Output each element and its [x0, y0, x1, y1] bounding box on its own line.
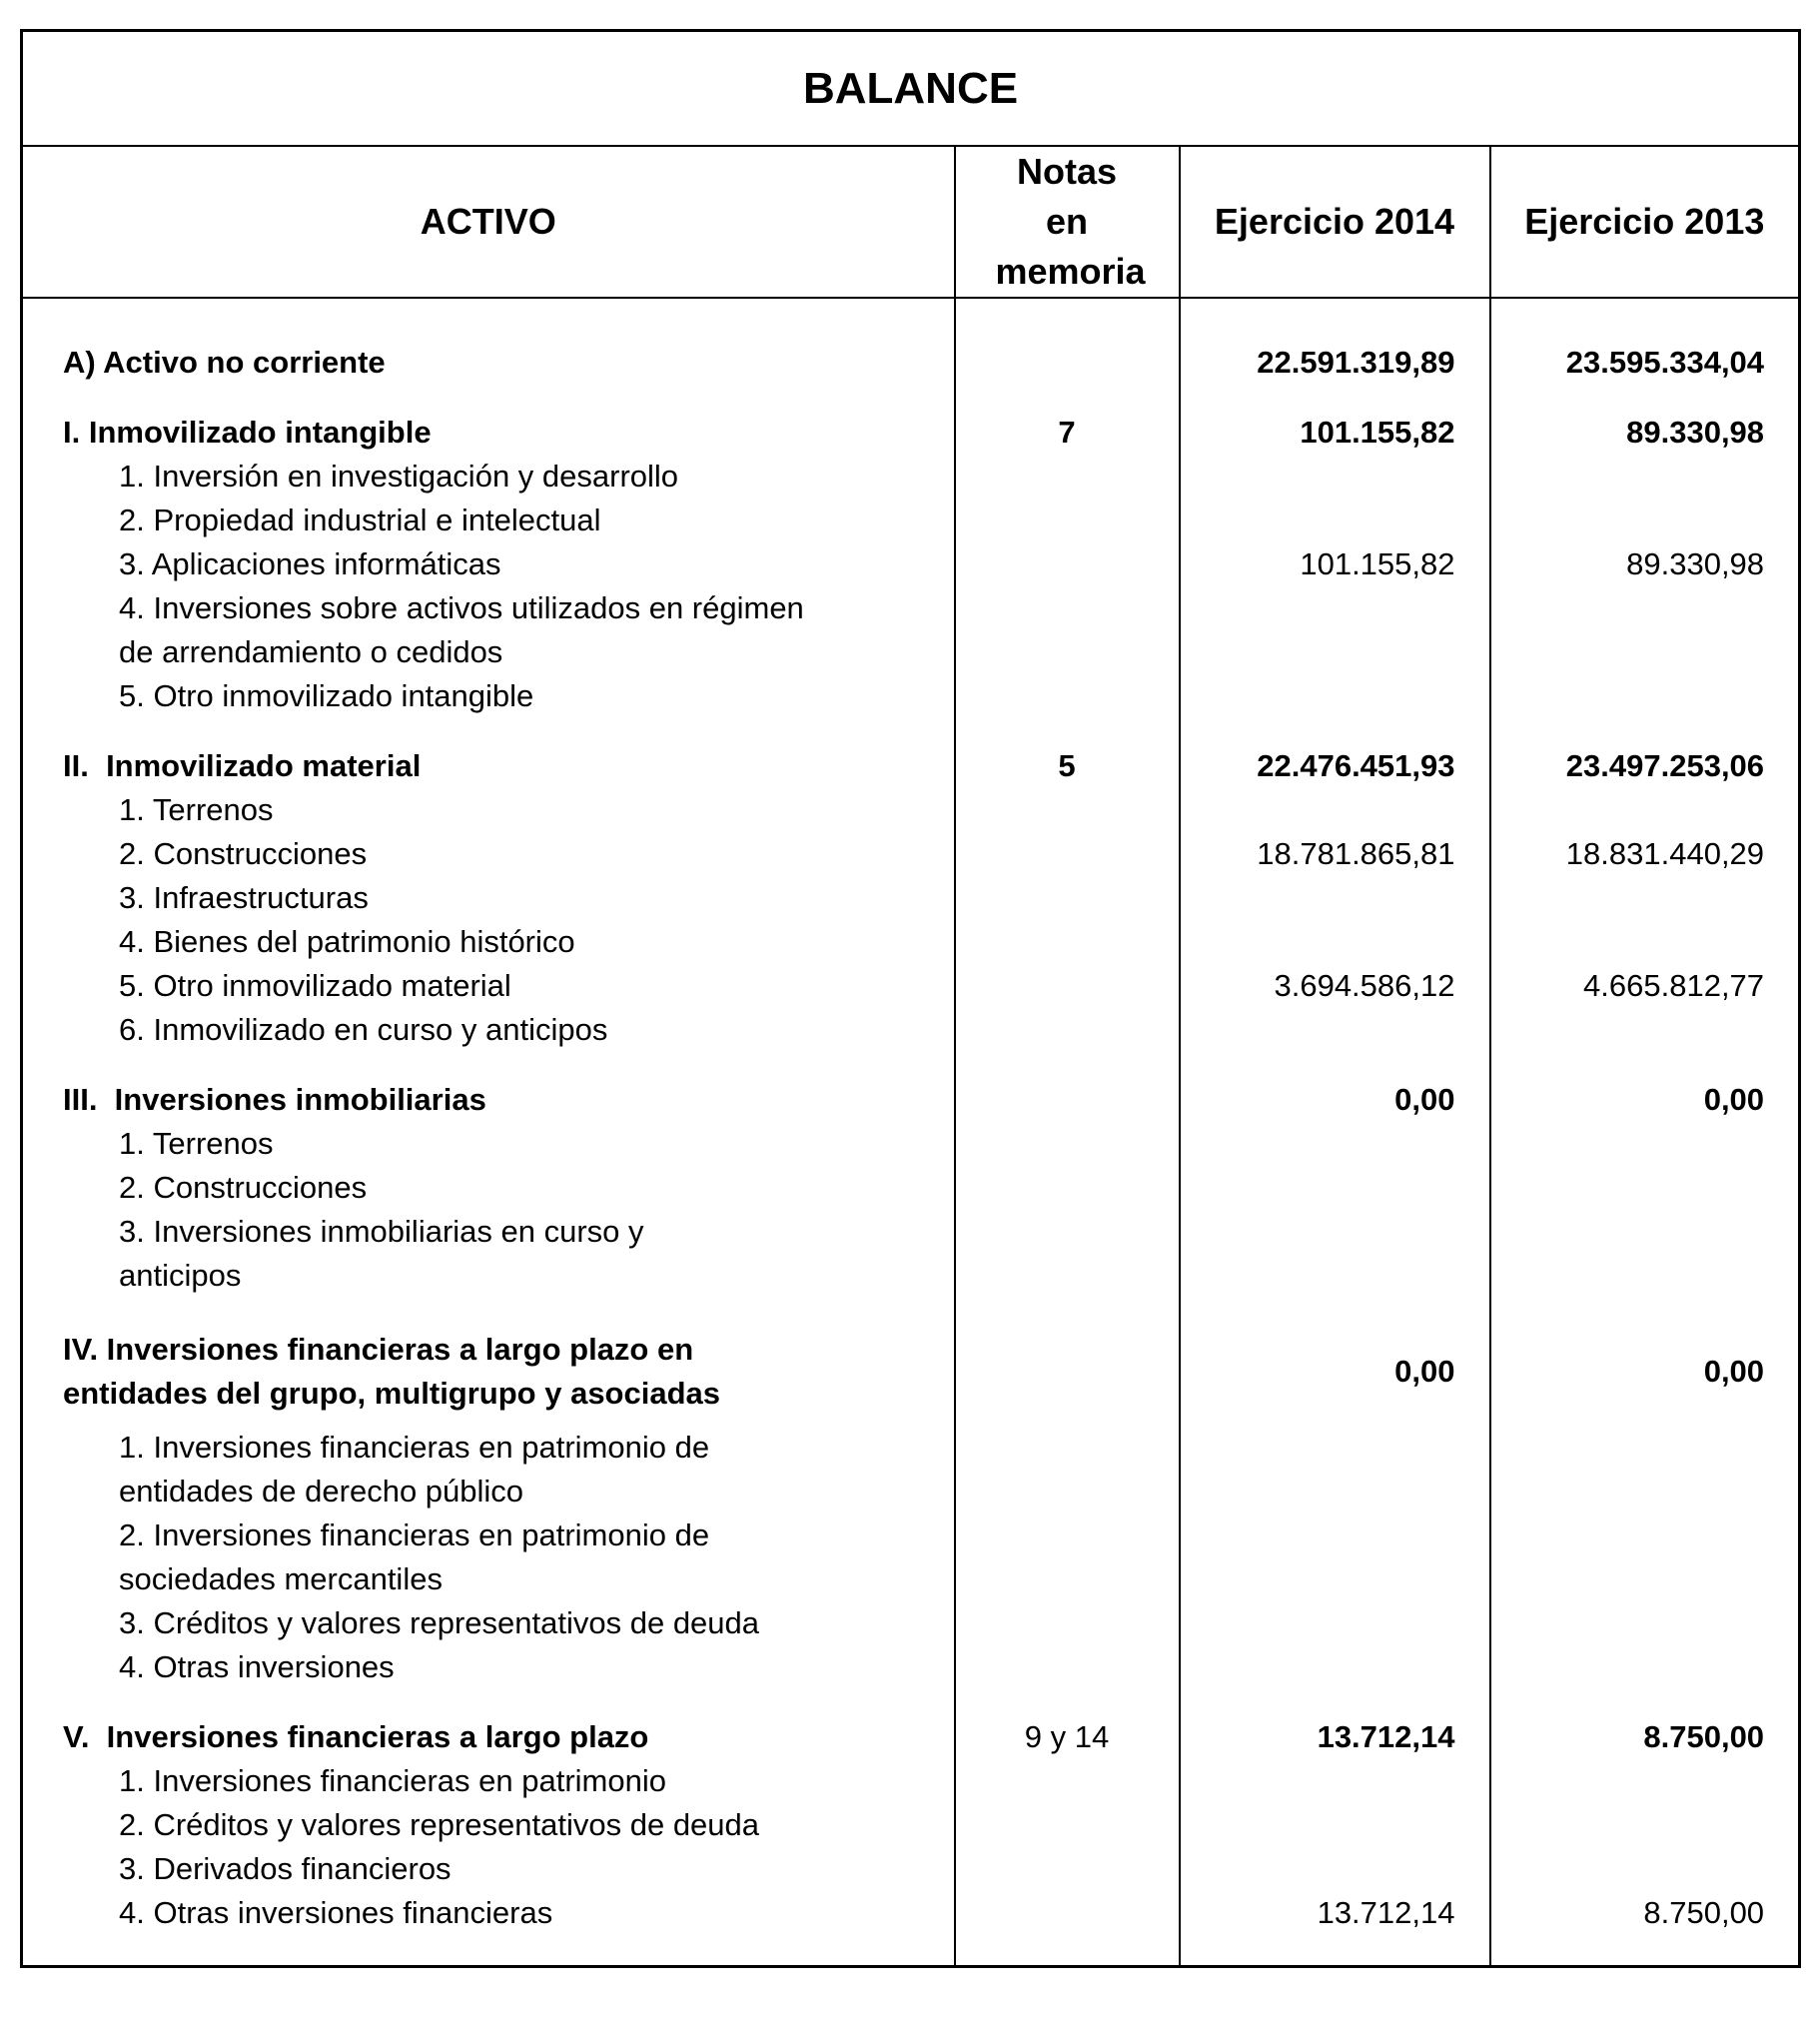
row-value-2014	[1180, 1122, 1490, 1166]
table-row	[22, 542, 1800, 586]
table-row	[22, 499, 1800, 542]
table-row	[22, 876, 1800, 920]
row-note	[955, 832, 1180, 876]
row-value-2013: 18.831.440,29	[1490, 832, 1800, 876]
table-row	[22, 1847, 1800, 1891]
row-value-2013	[1490, 586, 1800, 674]
balance-sheet	[20, 29, 1798, 1968]
row-value-2014	[1180, 1416, 1490, 1514]
row-note	[955, 1298, 1180, 1416]
row-label: 3. Inversiones inmobiliarias en curso y anticipos	[22, 1210, 955, 1298]
row-value-2013: 23.497.253,06	[1490, 718, 1800, 788]
table-row	[22, 1052, 1800, 1122]
table-row	[22, 1689, 1800, 1759]
row-note	[955, 876, 1180, 920]
row-label: 1. Inversiones financieras en patrimonio de entidades de derecho público	[22, 1416, 955, 1514]
table-row	[22, 832, 1800, 876]
row-note	[955, 542, 1180, 586]
row-value-2013	[1490, 499, 1800, 542]
table-row	[22, 1514, 1800, 1601]
row-value-2013	[1490, 1759, 1800, 1803]
row-value-2014	[1180, 499, 1490, 542]
row-note	[955, 1416, 1180, 1514]
row-value-2014: 101.155,82	[1180, 542, 1490, 586]
row-label: 3. Créditos y valores representativos de deuda	[22, 1601, 955, 1645]
row-label: 2. Construcciones	[22, 832, 955, 876]
row-note	[955, 1803, 1180, 1847]
row-value-2014: 18.781.865,81	[1180, 832, 1490, 876]
title-row	[22, 31, 1800, 147]
row-label: 2. Construcciones	[22, 1166, 955, 1210]
table-row	[22, 1298, 1800, 1416]
row-value-2014	[1180, 1008, 1490, 1052]
row-value-2013	[1490, 876, 1800, 920]
row-value-2013	[1490, 1847, 1800, 1891]
row-label: 1. Terrenos	[22, 1122, 955, 1166]
row-note: 7	[955, 385, 1180, 455]
row-value-2014	[1180, 788, 1490, 832]
row-label: 2. Propiedad industrial e intelectual	[22, 499, 955, 542]
row-note	[955, 1601, 1180, 1645]
row-label: 2. Inversiones financieras en patrimonio de sociedades mercantiles	[22, 1514, 955, 1601]
row-note	[955, 920, 1180, 964]
table-row	[22, 788, 1800, 832]
row-value-2013: 89.330,98	[1490, 385, 1800, 455]
row-value-2014	[1180, 455, 1490, 499]
row-value-2013	[1490, 1166, 1800, 1210]
row-label: 2. Créditos y valores representativos de deuda	[22, 1803, 955, 1847]
row-value-2014	[1180, 1166, 1490, 1210]
balance-table	[20, 29, 1801, 1968]
header-row	[22, 146, 1800, 298]
row-note	[955, 788, 1180, 832]
table-row	[22, 1601, 1800, 1645]
row-label: 4. Bienes del patrimonio histórico	[22, 920, 955, 964]
row-note	[955, 586, 1180, 674]
row-note	[955, 1891, 1180, 1967]
table-row	[22, 964, 1800, 1008]
row-value-2013	[1490, 1645, 1800, 1689]
table-row	[22, 920, 1800, 964]
row-label: 1. Terrenos	[22, 788, 955, 832]
row-value-2014: 13.712,14	[1180, 1891, 1490, 1967]
table-row	[22, 298, 1800, 385]
row-value-2014	[1180, 1759, 1490, 1803]
header-ejercicio-2014: Ejercicio 2014	[1180, 146, 1490, 298]
row-value-2014	[1180, 1847, 1490, 1891]
row-value-2014: 3.694.586,12	[1180, 964, 1490, 1008]
row-value-2013: 0,00	[1490, 1298, 1800, 1416]
row-value-2013	[1490, 1210, 1800, 1298]
row-value-2014	[1180, 1601, 1490, 1645]
row-label: IV. Inversiones financieras a largo plazo en entidades del grupo, multigrupo y asociadas	[22, 1298, 955, 1416]
row-label: I. Inmovilizado intangible	[22, 385, 955, 455]
row-value-2013	[1490, 674, 1800, 718]
header-notas: Notas en memoria	[955, 146, 1180, 298]
row-value-2014	[1180, 876, 1490, 920]
row-label: 4. Otras inversiones financieras	[22, 1891, 955, 1967]
row-note	[955, 1166, 1180, 1210]
row-label: 3. Derivados financieros	[22, 1847, 955, 1891]
row-note	[955, 674, 1180, 718]
row-value-2013: 8.750,00	[1490, 1891, 1800, 1967]
row-value-2013: 8.750,00	[1490, 1689, 1800, 1759]
row-label: 3. Infraestructuras	[22, 876, 955, 920]
table-row	[22, 385, 1800, 455]
row-note	[955, 1514, 1180, 1601]
row-note	[955, 1759, 1180, 1803]
table-row	[22, 1803, 1800, 1847]
row-value-2013: 4.665.812,77	[1490, 964, 1800, 1008]
row-label: II. Inmovilizado material	[22, 718, 955, 788]
row-label: III. Inversiones inmobiliarias	[22, 1052, 955, 1122]
table-row	[22, 674, 1800, 718]
row-label: V. Inversiones financieras a largo plazo	[22, 1689, 955, 1759]
row-value-2013	[1490, 1601, 1800, 1645]
row-note	[955, 1847, 1180, 1891]
header-activo: ACTIVO	[22, 146, 955, 298]
row-value-2013	[1490, 1514, 1800, 1601]
row-value-2013	[1490, 1416, 1800, 1514]
table-row	[22, 1891, 1800, 1967]
row-value-2014	[1180, 1210, 1490, 1298]
row-note: 9 y 14	[955, 1689, 1180, 1759]
table-row	[22, 1416, 1800, 1514]
table-row	[22, 1210, 1800, 1298]
row-note	[955, 1210, 1180, 1298]
table-row	[22, 586, 1800, 674]
row-value-2014	[1180, 920, 1490, 964]
row-value-2013: 23.595.334,04	[1490, 298, 1800, 385]
row-value-2013	[1490, 1122, 1800, 1166]
row-label: 6. Inmovilizado en curso y anticipos	[22, 1008, 955, 1052]
row-value-2013	[1490, 920, 1800, 964]
table-row	[22, 1008, 1800, 1052]
row-value-2013	[1490, 1803, 1800, 1847]
row-note	[955, 499, 1180, 542]
document-title: BALANCE	[22, 31, 1800, 147]
row-note	[955, 964, 1180, 1008]
row-value-2013	[1490, 788, 1800, 832]
row-label: 1. Inversión en investigación y desarrollo	[22, 455, 955, 499]
row-value-2014	[1180, 586, 1490, 674]
table-row	[22, 1645, 1800, 1689]
row-label: 4. Inversiones sobre activos utilizados en régimen de arrendamiento o cedidos	[22, 586, 955, 674]
table-row	[22, 1166, 1800, 1210]
table-row	[22, 718, 1800, 788]
row-value-2013: 0,00	[1490, 1052, 1800, 1122]
row-value-2013	[1490, 455, 1800, 499]
row-label: 4. Otras inversiones	[22, 1645, 955, 1689]
row-value-2014: 0,00	[1180, 1298, 1490, 1416]
table-row	[22, 1122, 1800, 1166]
row-value-2013: 89.330,98	[1490, 542, 1800, 586]
table-row	[22, 455, 1800, 499]
row-value-2014: 22.591.319,89	[1180, 298, 1490, 385]
row-label: 3. Aplicaciones informáticas	[22, 542, 955, 586]
row-note	[955, 1052, 1180, 1122]
row-value-2013	[1490, 1008, 1800, 1052]
row-note	[955, 298, 1180, 385]
table-row	[22, 1759, 1800, 1803]
row-note: 5	[955, 718, 1180, 788]
row-note	[955, 1645, 1180, 1689]
row-note	[955, 1008, 1180, 1052]
row-value-2014: 0,00	[1180, 1052, 1490, 1122]
row-value-2014: 101.155,82	[1180, 385, 1490, 455]
row-label: 5. Otro inmovilizado intangible	[22, 674, 955, 718]
row-label: A) Activo no corriente	[22, 298, 955, 385]
row-value-2014	[1180, 674, 1490, 718]
row-note	[955, 455, 1180, 499]
row-value-2014	[1180, 1803, 1490, 1847]
row-label: 5. Otro inmovilizado material	[22, 964, 955, 1008]
row-value-2014: 22.476.451,93	[1180, 718, 1490, 788]
row-note	[955, 1122, 1180, 1166]
row-label: 1. Inversiones financieras en patrimonio	[22, 1759, 955, 1803]
row-value-2014	[1180, 1514, 1490, 1601]
row-value-2014	[1180, 1645, 1490, 1689]
row-value-2014: 13.712,14	[1180, 1689, 1490, 1759]
header-ejercicio-2013: Ejercicio 2013	[1490, 146, 1800, 298]
